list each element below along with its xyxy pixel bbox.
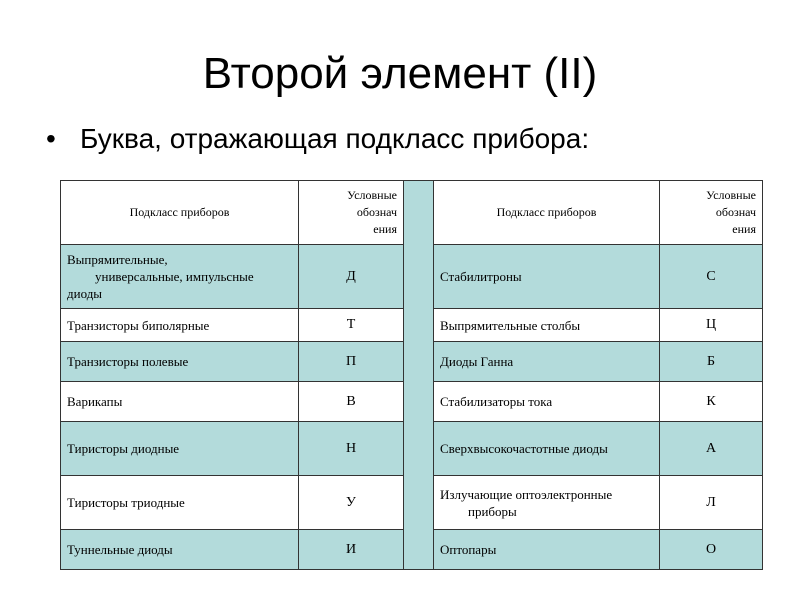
- subclass-name-line: Диоды Ганна: [440, 354, 514, 369]
- subclass-name-line: Тиристоры диодные: [67, 441, 180, 456]
- subclass-code-left: У: [299, 476, 404, 530]
- subclass-name-left: [61, 422, 299, 476]
- subclass-name-line: Выпрямительные,: [67, 252, 168, 267]
- bullet-dot-icon: •: [46, 123, 56, 154]
- subclass-name-line: Тиристоры триодные: [67, 495, 185, 510]
- subclass-code-right: Л: [660, 476, 763, 530]
- subclass-name-line: Излучающие оптоэлектронные: [440, 486, 613, 502]
- subclass-code-right: С: [660, 245, 763, 309]
- subclass-name-line: Стабилизаторы тока: [440, 394, 553, 409]
- subclass-code-right: А: [660, 422, 763, 476]
- subclass-name-left: [61, 530, 299, 570]
- subclass-name-line: Выпрямительные столбы: [440, 317, 581, 333]
- subclass-name-left: [61, 309, 299, 342]
- subclass-name-right: [434, 382, 660, 422]
- header-code-line: обознач: [715, 205, 756, 219]
- slide-title: Второй элемент (II): [202, 49, 598, 98]
- subclass-code-right: О: [660, 530, 763, 570]
- subclass-name-line: универсальные, импульсные: [95, 269, 254, 284]
- header-code-line: ения: [373, 222, 397, 236]
- subclass-name-right: [434, 342, 660, 382]
- subclass-name-right: [434, 245, 660, 309]
- subclass-code-left: П: [299, 342, 404, 382]
- header-code-left: [299, 181, 404, 245]
- subclass-name-line: приборы: [468, 503, 517, 519]
- subclass-code-right: К: [660, 382, 763, 422]
- subclass-code-left: В: [299, 382, 404, 422]
- subclass-table: [60, 180, 763, 570]
- subclass-name-line: диоды: [67, 286, 103, 301]
- subclass-name-left: [61, 245, 299, 309]
- subclass-name-right: [434, 530, 660, 570]
- header-code-line: обознач: [356, 205, 397, 219]
- subclass-code-left: Т: [299, 309, 404, 342]
- subclass-name-left: [61, 382, 299, 422]
- subclass-name-line: Варикапы: [67, 394, 123, 409]
- subclass-code-left: Н: [299, 422, 404, 476]
- subclass-name-left: [61, 342, 299, 382]
- header-subclass-right: Подкласс приборов: [434, 181, 660, 245]
- subclass-name-line: Сверхвысокочастотные диоды: [440, 441, 608, 456]
- subclass-code-left: Д: [299, 245, 404, 309]
- subclass-name-left: [61, 476, 299, 530]
- bullet-text: Буква, отражающая подкласс прибора:: [80, 123, 590, 154]
- subclass-name-right: [434, 309, 660, 342]
- header-code-right: [660, 181, 763, 245]
- bullet-item: [46, 122, 589, 156]
- subclass-code-left: И: [299, 530, 404, 570]
- header-code-line: ения: [732, 222, 756, 236]
- subclass-name-line: Стабилитроны: [440, 269, 522, 284]
- subclass-name-right: [434, 422, 660, 476]
- subclass-name-line: Туннельные диоды: [67, 542, 173, 557]
- header-subclass-left: Подкласс приборов: [61, 181, 299, 245]
- subclass-name-line: Оптопары: [440, 542, 497, 557]
- table-separator-column: [404, 181, 434, 570]
- subclass-name-right: [434, 476, 660, 530]
- subclass-name-line: Транзисторы полевые: [67, 354, 189, 369]
- subclass-name-line: Транзисторы биполярные: [67, 317, 210, 333]
- header-code-line: Условные: [706, 188, 756, 202]
- table-header-row: [61, 181, 763, 245]
- subclass-code-right: Б: [660, 342, 763, 382]
- header-code-line: Условные: [347, 188, 397, 202]
- subclass-code-right: Ц: [660, 309, 763, 342]
